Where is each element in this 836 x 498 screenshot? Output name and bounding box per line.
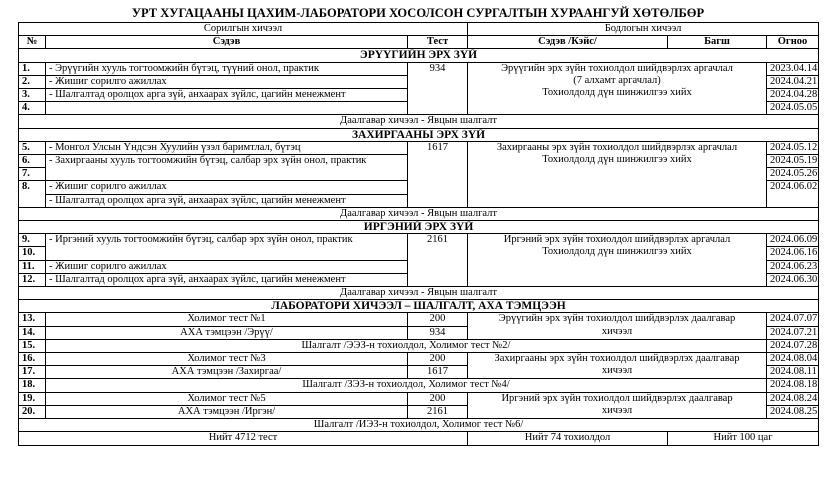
date-cell: 2024.08.25 (767, 405, 819, 418)
exam-cell: Шалгалт /ЭЭЗ-н тохиолдол, Холимог тест №2/ (46, 339, 767, 352)
section-summary: Шалгалт /ИЭЗ-н тохиолдол, Холимог тест №6/ (19, 419, 819, 432)
case-line: Иргэний эрх зүйн тохиолдол шийдвэрлэх даалгавар (501, 392, 733, 404)
case-cell (468, 313, 767, 339)
practice-group-header: Сорилгын хичээл (19, 23, 468, 36)
date-cell: 2024.08.11 (767, 366, 819, 379)
row-number: 8. (19, 181, 46, 207)
date-cell: 2024.08.24 (767, 392, 819, 405)
row-number: 14. (19, 326, 46, 339)
topic-cell (46, 102, 408, 115)
exam-cell: Шалгалт /ЗЭЗ-н тохиолдол, Холимог тест №4/ (46, 379, 767, 392)
row-number: 1. (19, 62, 46, 75)
date-cell: 2024.05.26 (767, 168, 819, 181)
row-number: 3. (19, 89, 46, 102)
case-line: хичээл (601, 365, 633, 377)
totals-row (19, 432, 819, 445)
row-number: 7. (19, 168, 46, 181)
column-header-row (19, 36, 819, 49)
case-line: Захиргааны эрх зүйн тохиолдол шийдвэрлэх аргачлал (496, 141, 738, 153)
section-title: ЭРҮҮГИЙН ЭРХ ЗҮЙ (19, 49, 819, 62)
topic-cell: - Эрүүгийн хууль тогтоомжийн бүтэц, түүний онол, практик (46, 62, 408, 75)
test-count: 2161 (408, 405, 468, 418)
group-header-row (19, 23, 819, 36)
test-count: 200 (408, 353, 468, 366)
date-cell: 2024.06.16 (767, 247, 819, 260)
case-line: хичээл (601, 325, 633, 337)
test-count: 1617 (408, 366, 468, 379)
col-case-header: Сэдэв /Кэйс/ (468, 36, 668, 49)
row-number: 5. (19, 141, 46, 154)
table-row (19, 353, 819, 366)
date-cell: 2024.06.30 (767, 273, 819, 286)
case-cell (468, 353, 767, 379)
case-line: Тохиолдолд дүн шинжилгээ хийх (542, 246, 692, 258)
row-number: 12. (19, 273, 46, 286)
section-title: ЗАХИРГААНЫ ЭРХ ЗҮЙ (19, 128, 819, 141)
col-teacher-header: Багш (668, 36, 767, 49)
table-row (19, 379, 819, 392)
topic-cell: - Шалгалтад оролцох арга зүй, анхаарах зүйлс, цагийн менежмент (46, 273, 408, 286)
col-topic-header: Сэдэв (46, 36, 408, 49)
date-cell: 2024.06.23 (767, 260, 819, 273)
row-number: 19. (19, 392, 46, 405)
test-count: 934 (408, 326, 468, 339)
total-tests: Нийт 4712 тест (19, 432, 468, 445)
date-cell: 2024.07.21 (767, 326, 819, 339)
col-no-header: № (19, 36, 46, 49)
col-test-header: Тест (408, 36, 468, 49)
total-hours: Нийт 100 цаг (668, 432, 819, 445)
date-cell: 2024.06.09 (767, 234, 819, 247)
col-date-header: Огноо (767, 36, 819, 49)
topic-cell: - Шалгалтад оролцох арга зүй, анхаарах зүйлс, цагийн менежмент (46, 89, 408, 102)
row-number: 6. (19, 155, 46, 168)
case-line: Эрүүгийн эрх зүйн тохиолдол шийдвэрлэх даалгавар (498, 313, 736, 325)
test-count: 1617 (408, 141, 468, 207)
date-cell: 2024.05.12 (767, 141, 819, 154)
topic-cell: - Шалгалтад оролцох арга зүй, анхаарах зүйлс, цагийн менежмент (46, 194, 408, 207)
case-line: Эрүүгийн эрх зүйн тохиолдол шийдвэрлэх аргачлал (501, 62, 733, 74)
case-line: Тохиолдолд дүн шинжилгээ хийх (542, 87, 692, 99)
row-number: 17. (19, 366, 46, 379)
row-number: 13. (19, 313, 46, 326)
test-count: 200 (408, 313, 468, 326)
date-cell: 2024.08.04 (767, 353, 819, 366)
date-cell: 2024.04.28 (767, 89, 819, 102)
topic-cell: - Монгол Улсын Үндсэн Хуулийн үзэл баримтлал, бүтэц (46, 141, 408, 154)
topic-cell: Холимог тест №3 (46, 353, 408, 366)
row-number: 9. (19, 234, 46, 247)
topic-cell: - Жишиг сорилго ажиллах (46, 260, 408, 273)
date-cell: 2024.07.28 (767, 339, 819, 352)
table-row (19, 392, 819, 405)
topic-cell: АХА тэмцээн /Иргэн/ (46, 405, 408, 418)
topic-cell: Холимог тест №5 (46, 392, 408, 405)
row-number: 10. (19, 247, 46, 260)
case-cell (468, 392, 767, 418)
case-line: хичээл (601, 404, 633, 416)
case-cell (468, 234, 767, 287)
case-cell (468, 141, 767, 207)
topic-cell: Холимог тест №1 (46, 313, 408, 326)
table-row (19, 313, 819, 326)
test-count: 934 (408, 62, 468, 115)
row-number: 15. (19, 339, 46, 352)
section-title: ИРГЭНИЙ ЭРХ ЗҮЙ (19, 221, 819, 234)
topic-cell: - Иргэний хууль тогтоомжийн бүтэц, салбар эрх зүйн онол, практик (46, 234, 408, 260)
row-number: 2. (19, 75, 46, 88)
curriculum-table (18, 22, 819, 446)
topic-cell: - Жишиг сорилго ажиллах (46, 181, 408, 194)
date-cell: 2024.07.07 (767, 313, 819, 326)
date-cell: 2024.08.18 (767, 379, 819, 392)
row-number: 11. (19, 260, 46, 273)
topic-cell: АХА тэмцээн /Эрүү/ (46, 326, 408, 339)
section-summary: Даалгавар хичээл - Явцын шалгалт (19, 207, 819, 220)
table-row (19, 62, 819, 75)
row-number: 16. (19, 353, 46, 366)
test-count: 200 (408, 392, 468, 405)
total-cases: Нийт 74 тохиолдол (468, 432, 668, 445)
case-line: (7 алхамт аргачлал) (573, 74, 661, 86)
document-title: УРТ ХУГАЦААНЫ ЦАХИМ-ЛАБОРАТОРИ ХОСОЛСОН СУРГАЛТЫН ХУРААНГУЙ ХӨТӨЛБӨР (131, 6, 705, 20)
row-number: 20. (19, 405, 46, 418)
section-summary: Даалгавар хичээл - Явцын шалгалт (19, 287, 819, 300)
table-row (19, 141, 819, 154)
case-line: Иргэний эрх зүйн тохиолдол шийдвэрлэх аргачлал (503, 234, 731, 246)
date-cell: 2023.04.14 (767, 62, 819, 75)
table-row (19, 234, 819, 247)
case-line: Тохиолдолд дүн шинжилгээ хийх (542, 154, 692, 166)
document (18, 4, 818, 446)
case-cell (468, 62, 767, 115)
row-number: 18. (19, 379, 46, 392)
date-cell: 2024.06.02 (767, 181, 819, 207)
row-number: 4. (19, 102, 46, 115)
topic-cell: - Жишиг сорилго ажиллах (46, 75, 408, 88)
section-summary: Даалгавар хичээл - Явцын шалгалт (19, 115, 819, 128)
date-cell: 2024.05.19 (767, 155, 819, 168)
date-cell: 2024.04.21 (767, 75, 819, 88)
topic-cell: АХА тэмцээн /Захиргаа/ (46, 366, 408, 379)
section-title: ЛАБОРАТОРИ ХИЧЭЭЛ – ШАЛГАЛТ, АХА ТЭМЦЭЭН (19, 300, 819, 313)
test-count: 2161 (408, 234, 468, 287)
skill-group-header: Бодлогын хичээл (468, 23, 819, 36)
case-line: Захиргааны эрх зүйн тохиолдол шийдвэрлэх даалгавар (494, 353, 740, 365)
date-cell: 2024.05.05 (767, 102, 819, 115)
topic-cell: - Захиргааны хууль тогтоомжийн бүтэц, салбар эрх зүйн онол, практик (46, 155, 408, 181)
table-row (19, 339, 819, 352)
